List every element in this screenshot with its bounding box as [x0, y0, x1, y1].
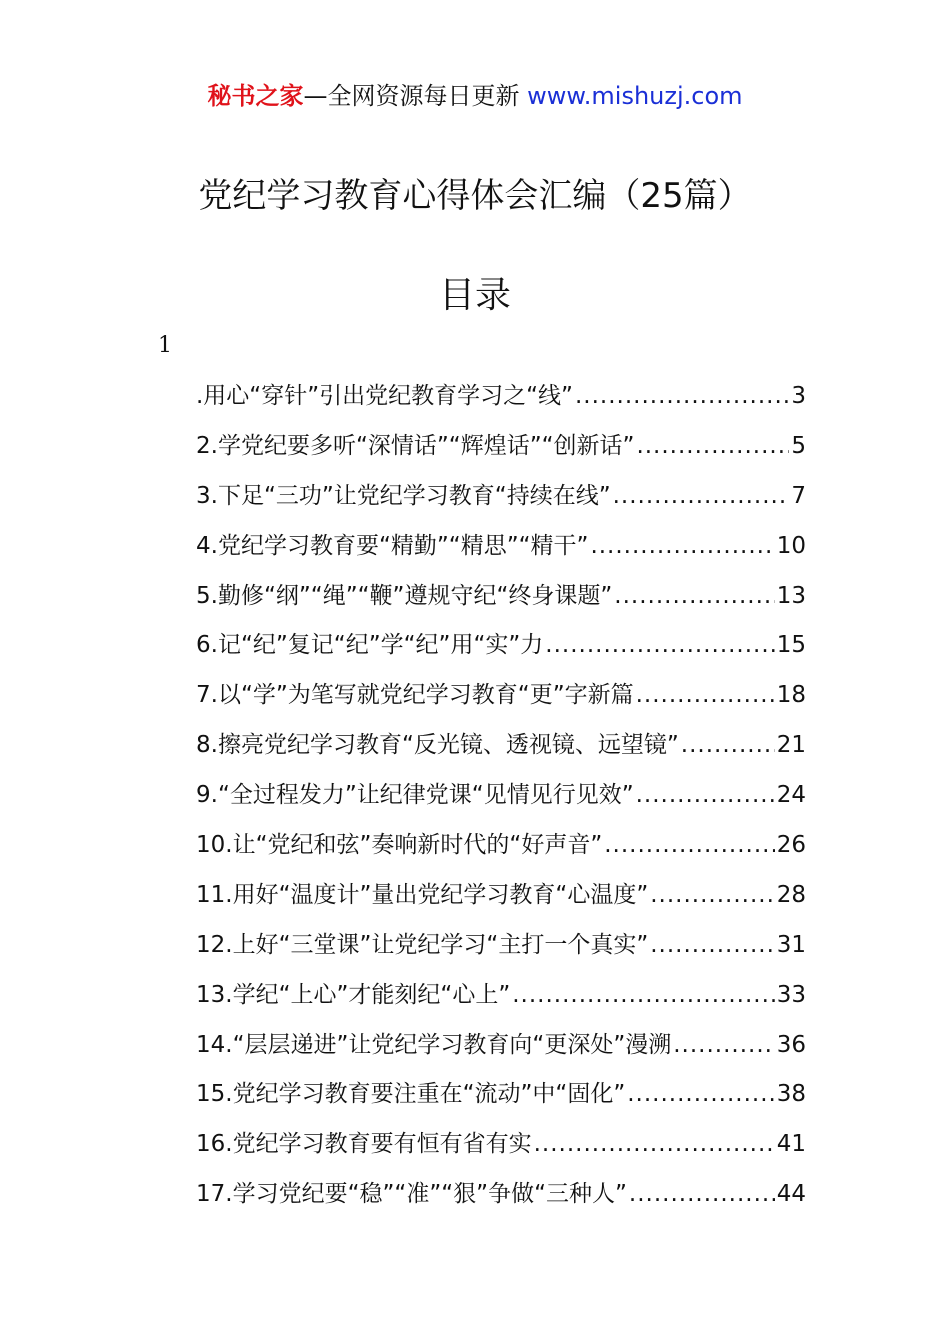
toc-entry-page: 38: [776, 1081, 806, 1108]
toc-entry-title: 13.学纪“上心”才能刻纪“心上”: [196, 981, 511, 1008]
toc-leader-dots: [545, 621, 774, 671]
table-of-contents: [196, 372, 806, 1220]
toc-entry-title: 8.擦亮党纪学习教育“反光镜、透视镜、远望镜”: [196, 732, 679, 759]
toc-leader-dots: [636, 422, 789, 472]
toc-entry-title: 14.“层层递进”让党纪学习教育向“更深处”漫溯: [196, 1031, 672, 1058]
toc-entry[interactable]: [196, 821, 806, 871]
toc-entry-title: .用心“穿针”引出党纪教育学习之“线”: [196, 383, 573, 409]
document-title: 党纪学习教育心得体会汇编（25篇）: [198, 176, 752, 216]
toc-leader-dots: [673, 1021, 774, 1071]
toc-entry[interactable]: [196, 522, 806, 572]
toc-entry[interactable]: [196, 422, 806, 472]
toc-entry-page: 36: [776, 1031, 806, 1058]
toc-leader-dots: [590, 522, 774, 572]
toc-entry-page: 18: [776, 682, 806, 709]
toc-entry[interactable]: [196, 721, 806, 771]
toc-leader-dots: [650, 921, 774, 971]
toc-entry-page: 10: [776, 532, 806, 559]
toc-entry-title: 4.党纪学习教育要“精勤”“精思”“精干”: [196, 532, 589, 559]
toc-entry-page: 31: [776, 931, 806, 958]
toc-leader-dots: [650, 871, 774, 921]
toc-entry-title: 11.用好“温度计”量出党纪学习教育“心温度”: [196, 881, 649, 908]
toc-entry-title: 6.记“纪”复记“纪”学“纪”用“实”力: [196, 632, 544, 659]
toc-entry[interactable]: [196, 1021, 806, 1071]
toc-entry-title: 9.“全过程发力”让纪律党课“见情见行见效”: [196, 782, 634, 809]
toc-entry-title: 16.党纪学习教育要有恒有省有实: [196, 1131, 532, 1158]
toc-entry[interactable]: [196, 1170, 806, 1220]
toc-entry[interactable]: [196, 372, 806, 422]
toc-entry-title: 10.让“党纪和弦”奏响新时代的“好声音”: [196, 832, 603, 859]
toc-entry[interactable]: [196, 771, 806, 821]
toc-entry-page: 41: [776, 1131, 806, 1158]
site-banner: [0, 80, 950, 112]
toc-entry[interactable]: [196, 971, 806, 1021]
banner-url-link[interactable]: www.mishuzj.com: [527, 82, 743, 110]
toc-leader-dots: [629, 1170, 775, 1220]
toc-entry[interactable]: [196, 621, 806, 671]
toc-leader-dots: [636, 771, 775, 821]
toc-entry-page: 7: [791, 482, 806, 509]
toc-entry[interactable]: [196, 572, 806, 622]
toc-entry-page: 33: [776, 981, 806, 1008]
toc-entry-page: 26: [776, 832, 806, 859]
toc-entry-page: 13: [776, 582, 806, 609]
banner-brand: 秘书之家: [207, 82, 304, 110]
toc-leader-dots: [613, 472, 790, 522]
toc-leader-dots: [575, 372, 789, 422]
toc-entry-page: 24: [776, 782, 806, 809]
toc-heading: 目录: [438, 275, 511, 316]
toc-entry[interactable]: [196, 472, 806, 522]
toc-leader-dots: [627, 1070, 774, 1120]
toc-entry-page: 28: [776, 881, 806, 908]
toc-entry-title: 3.下足“三功”让党纪学习教育“持续在线”: [196, 482, 611, 509]
page-marker: 1: [158, 333, 172, 358]
toc-leader-dots: [681, 721, 775, 771]
toc-entry-page: 3: [791, 383, 806, 409]
toc-entry-title: 12.上好“三堂课”让党纪学习“主打一个真实”: [196, 931, 649, 958]
toc-entry-title: 7.以“学”为笔写就党纪学习教育“更”字新篇: [196, 682, 634, 709]
toc-entry-page: 44: [776, 1181, 806, 1208]
banner-tagline: —全网资源每日更新: [303, 82, 520, 110]
toc-entry-page: 15: [776, 632, 806, 659]
toc-entry-title: 2.学党纪要多听“深情话”“辉煌话”“创新话”: [196, 432, 635, 459]
toc-leader-dots: [614, 572, 774, 622]
toc-entry[interactable]: [196, 671, 806, 721]
toc-entry[interactable]: [196, 1070, 806, 1120]
toc-entry-title: 17.学习党纪要“稳”“准”“狠”争做“三种人”: [196, 1181, 627, 1208]
toc-entry-page: 5: [791, 432, 806, 459]
toc-entry-page: 21: [776, 732, 806, 759]
toc-leader-dots: [636, 671, 775, 721]
toc-entry[interactable]: [196, 871, 806, 921]
toc-leader-dots: [534, 1120, 775, 1170]
toc-entry-title: 15.党纪学习教育要注重在“流动”中“固化”: [196, 1081, 626, 1108]
toc-leader-dots: [512, 971, 774, 1021]
toc-entry[interactable]: [196, 921, 806, 971]
toc-entry-title: 5.勤修“纲”“绳”“鞭”遵规守纪“终身课题”: [196, 582, 613, 609]
toc-leader-dots: [604, 821, 774, 871]
toc-entry[interactable]: [196, 1120, 806, 1170]
